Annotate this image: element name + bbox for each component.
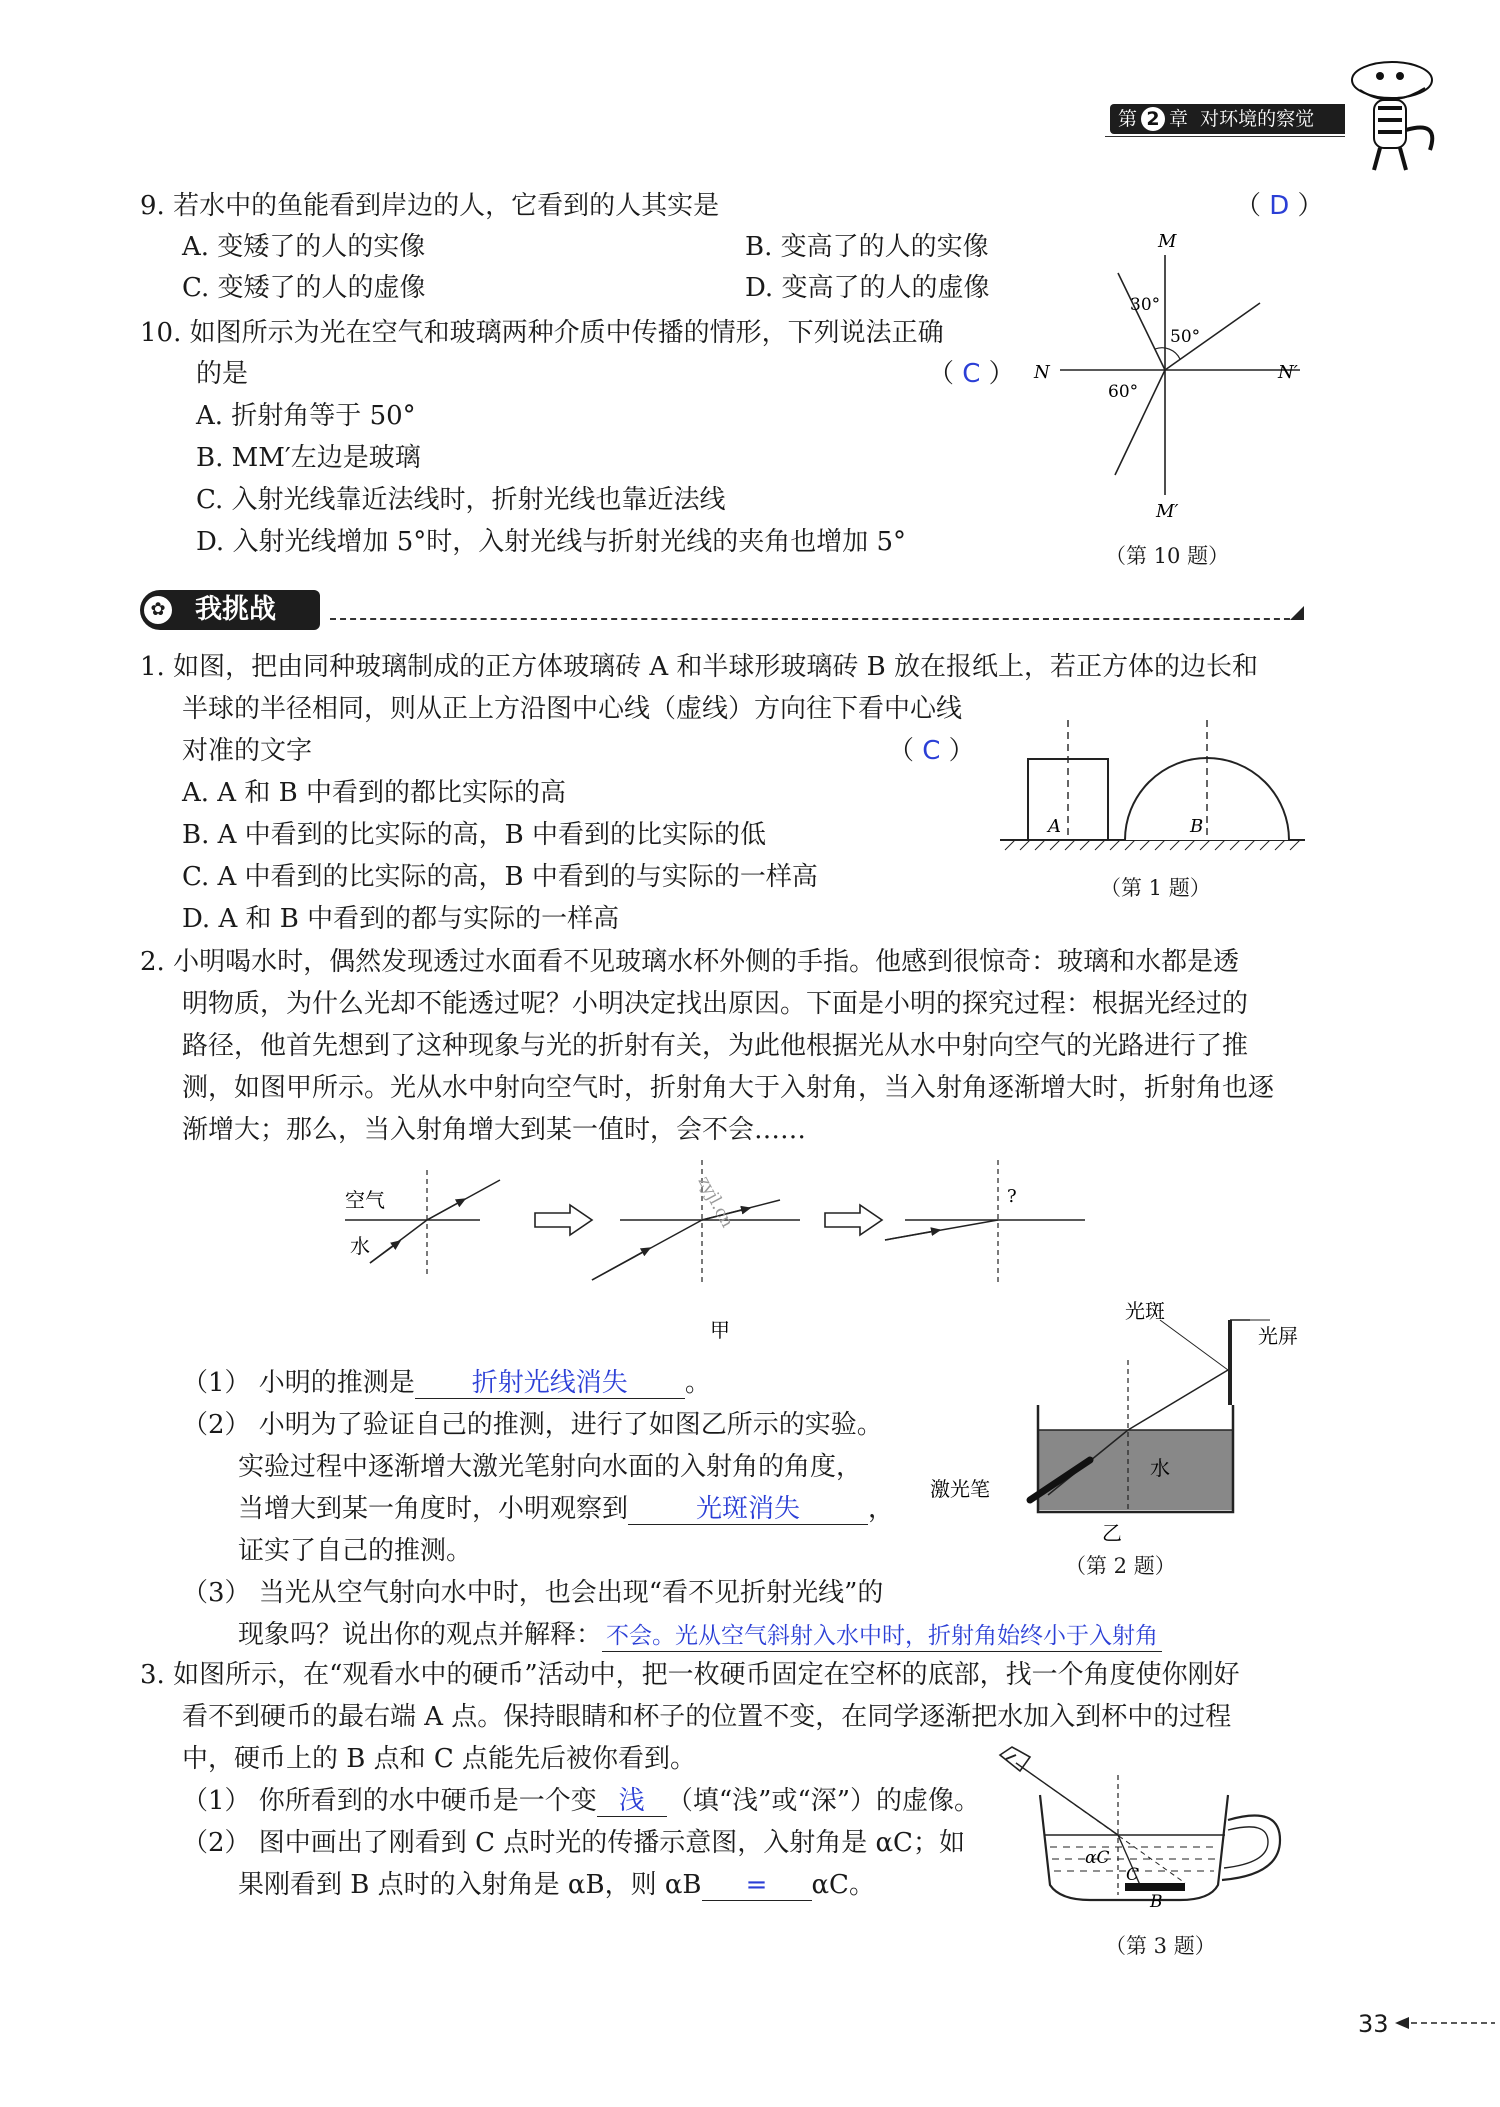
q9-answer-bracket: （ D ）: [1235, 191, 1324, 221]
c2-sub3-line1: （3） 当光从空气射向水中时，也会出现“看不见折射光线”的: [182, 1578, 884, 1608]
section-title: 我挑战: [140, 590, 320, 630]
c2-sub3-line2: [238, 1620, 1162, 1652]
q9-stem: 9. 若水中的鱼能看到岸边的人，它看到的人其实是: [140, 191, 720, 221]
c3-label-b: B: [1150, 1892, 1163, 1912]
c2-sub1-suffix: 。: [684, 1368, 711, 1398]
jia-label: 甲: [710, 1318, 730, 1342]
c1-stem-line1: 1. 如图，把由同种玻璃制成的正方体玻璃砖 A 和半球形玻璃砖 B 放在报纸上，若正方体的边长和: [140, 652, 1259, 682]
c1-option-b: B. A 中看到的比实际的高，B 中看到的比实际的低: [182, 820, 767, 850]
q10-angle-30: 30°: [1130, 295, 1161, 315]
c2-para-line2: 明物质，为什么光却不能透过呢？小明决定找出原因。下面是小明的探究过程：根据光经过的: [182, 989, 1249, 1019]
c1-stem-line3: 对准的文字: [182, 736, 313, 766]
c2-sub2-line3-suffix: ，: [868, 1494, 895, 1524]
q10-option-b: B. MM′左边是玻璃: [196, 443, 421, 473]
q10-figure: [1030, 225, 1330, 525]
c3-line1: 3. 如图所示，在“观看水中的硬币”活动中，把一枚硬币固定在空杯的底部，找一个角度使你刚好: [140, 1660, 1240, 1690]
q9-option-b: B. 变高了的人的实像: [745, 232, 989, 262]
q10-label-n-prime: N′: [1278, 362, 1298, 383]
jia-watermark: zyjl.cn: [693, 1172, 738, 1232]
jia-label-air: 空气: [345, 1188, 385, 1212]
q9-option-a: A. 变矮了的人的实像: [182, 232, 426, 262]
c3-sub2-line2-prefix: 果刚看到 B 点时的入射角是 αB，则 αB: [238, 1870, 702, 1900]
c2-sub2-answer: 光斑消失: [628, 1494, 868, 1525]
c2-sub2-line1: （2） 小明为了验证自己的推测，进行了如图乙所示的实验。: [182, 1410, 883, 1440]
c3-sub1-prefix: （1） 你所看到的水中硬币是一个变: [182, 1786, 597, 1816]
mascot-tiger-icon: [1330, 40, 1450, 180]
c2-para-line1: 2. 小明喝水时，偶然发现透过水面看不见玻璃水杯外侧的手指。他感到很惊奇：玻璃和水都是透: [140, 947, 1240, 977]
c2-figure-yi: [930, 1300, 1330, 1560]
c3-sub2-line2-suffix: αC。: [811, 1870, 875, 1900]
c3-figure: [990, 1735, 1330, 1925]
q10-stem-line1: 10. 如图所示为光在空气和玻璃两种介质中传播的情形，下列说法正确: [140, 318, 944, 348]
page-arrow-icon: [1395, 2013, 1495, 2033]
c3-line3: 中，硬币上的 B 点和 C 点能先后被你看到。: [182, 1744, 697, 1774]
q10-answer: C: [962, 359, 981, 389]
q10-option-d: D. 入射光线增加 5°时，入射光线与折射光线的夹角也增加 5°: [196, 527, 907, 557]
yi-label-laser: 激光笔: [930, 1477, 990, 1501]
header-rule: [1105, 136, 1345, 137]
c1-label-b: B: [1190, 816, 1204, 837]
c1-option-c: C. A 中看到的比实际的高，B 中看到的与实际的一样高: [182, 862, 818, 892]
q10-option-c: C. 入射光线靠近法线时，折射光线也靠近法线: [196, 485, 726, 515]
c2-sub1: [182, 1368, 711, 1399]
c1-option-a: A. A 和 B 中看到的都比实际的高: [182, 778, 566, 808]
chapter-number: 2: [1141, 107, 1165, 131]
q10-label-m: M: [1158, 231, 1177, 252]
c2-sub1-answer: 折射光线消失: [415, 1368, 685, 1399]
corner-triangle-icon: [1290, 606, 1304, 620]
q10-angle-50: 50°: [1170, 327, 1201, 347]
q10-label-m-prime: M′: [1156, 501, 1179, 522]
q10-caption: （第 10 题）: [1105, 544, 1230, 568]
chapter-suffix: 章: [1169, 108, 1189, 130]
c2-sub2-line3: [238, 1494, 894, 1525]
chapter-prefix: 第: [1118, 108, 1138, 130]
c2-sub3-line2-prefix: 现象吗？说出你的观点并解释：: [238, 1620, 603, 1650]
chapter-header: [1110, 104, 1345, 134]
q10-option-a: A. 折射角等于 50°: [196, 401, 416, 431]
c2-para-line4: 测，如图甲所示。光从水中射向空气时，折射角大于入射角，当入射角逐渐增大时，折射角也逐: [182, 1073, 1275, 1103]
c3-caption: （第 3 题）: [1105, 1934, 1216, 1958]
q10-answer-bracket: （ C ）: [928, 359, 1015, 389]
yi-label-water: 水: [1150, 1456, 1170, 1480]
c2-sub2-line4: 证实了自己的推测。: [238, 1536, 473, 1566]
q10-stem-line2: 的是: [196, 359, 249, 389]
c2-caption: （第 2 题）: [1065, 1554, 1176, 1578]
c3-sub1-suffix: （填“浅”或“深”）的虚像。: [666, 1786, 980, 1816]
section-divider: [330, 618, 1300, 620]
c1-label-a: A: [1048, 816, 1061, 837]
c3-sub2-line2: [238, 1870, 875, 1901]
c1-answer: C: [922, 736, 941, 766]
c3-sub2-answer: =: [702, 1870, 812, 1901]
lightbulb-icon: ✿: [142, 594, 174, 626]
c2-sub2-line2: 实验过程中逐渐增大激光笔射向水面的入射角的角度，: [238, 1452, 863, 1482]
jia-question-mark: ?: [1007, 1186, 1017, 1207]
c1-option-d: D. A 和 B 中看到的都与实际的一样高: [182, 904, 620, 934]
c2-sub2-line3-prefix: 当增大到某一角度时，小明观察到: [238, 1494, 629, 1524]
c3-sub1: [182, 1786, 980, 1817]
c2-sub3-answer: 不会。光从空气斜射入水中时，折射角始终小于入射角: [602, 1621, 1162, 1652]
q9-option-c: C. 变矮了的人的虚像: [182, 273, 426, 303]
yi-label-screen: 光屏: [1258, 1324, 1298, 1348]
q9-option-d: D. 变高了的人的虚像: [745, 273, 990, 303]
c2-sub1-prefix: （1） 小明的推测是: [182, 1368, 415, 1398]
c3-sub2-line1: （2） 图中画出了刚看到 C 点时光的传播示意图，入射角是 αC；如: [182, 1828, 965, 1858]
c1-stem-line2: 半球的半径相同，则从正上方沿图中心线（虚线）方向往下看中心线: [182, 694, 963, 724]
jia-label-water: 水: [350, 1234, 370, 1258]
q9-answer: D: [1269, 191, 1290, 221]
c2-para-line3: 路径，他首先想到了这种现象与光的折射有关，为此他根据光从水中射向空气的光路进行了推: [182, 1031, 1249, 1061]
c1-figure: [1000, 715, 1310, 855]
yi-label: 乙: [1102, 1521, 1122, 1545]
c3-sub1-answer: 浅: [597, 1786, 667, 1817]
q10-angle-60: 60°: [1108, 382, 1139, 402]
c3-label-c: C: [1126, 1865, 1140, 1885]
c3-label-alpha: αC: [1085, 1848, 1110, 1868]
c3-line2: 看不到硬币的最右端 A 点。保持眼睛和杯子的位置不变，在同学逐渐把水加入到杯中的过程: [182, 1702, 1232, 1732]
page-number: 33: [1358, 2010, 1389, 2038]
c1-answer-bracket: （ C ）: [888, 736, 975, 766]
yi-label-spot: 光斑: [1125, 1300, 1165, 1323]
c2-para-line5: 渐增大；那么，当入射角增大到某一值时，会不会……: [182, 1115, 807, 1145]
q10-label-n: N: [1034, 362, 1050, 383]
c1-caption: （第 1 题）: [1100, 876, 1211, 900]
chapter-title: 对环境的察觉: [1200, 108, 1315, 130]
